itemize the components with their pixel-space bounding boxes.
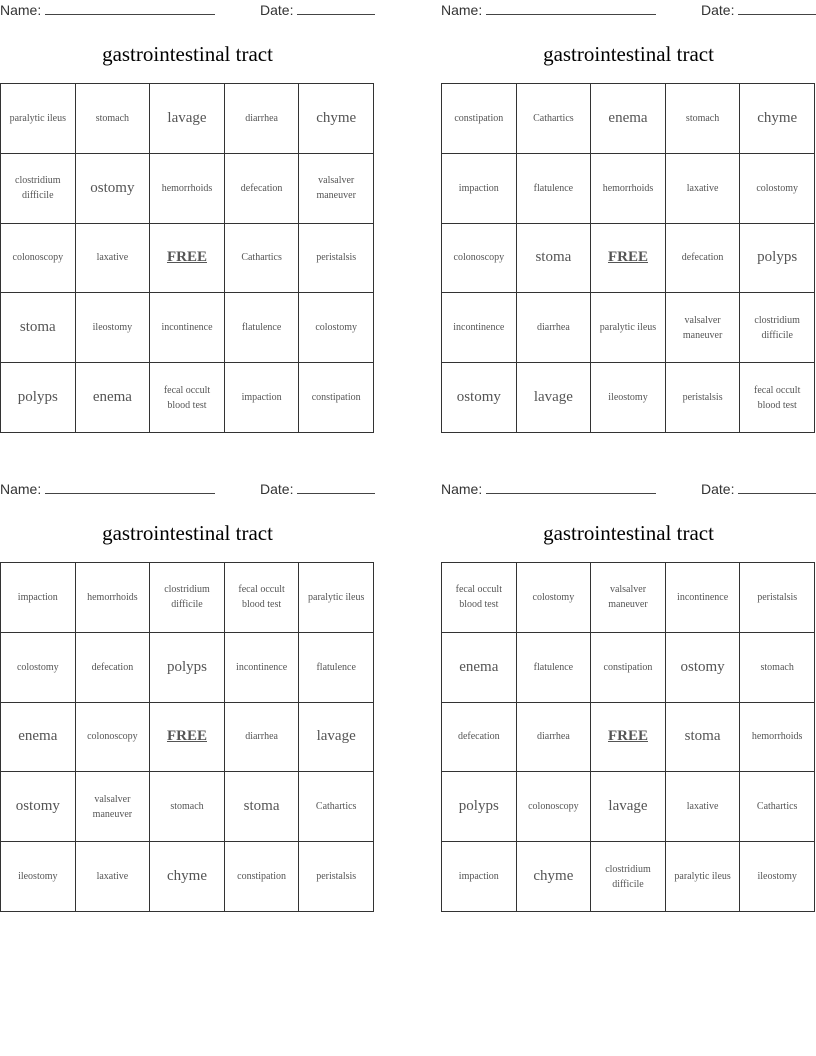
bingo-cell[interactable]: impaction xyxy=(225,363,300,433)
bingo-cell[interactable]: peristalsis xyxy=(666,363,741,433)
free-space[interactable]: FREE xyxy=(150,224,225,294)
bingo-cell[interactable]: Cathartics xyxy=(740,772,815,842)
bingo-cell[interactable]: stomach xyxy=(740,633,815,703)
bingo-cell[interactable]: ileostomy xyxy=(1,842,76,912)
name-label: Name: xyxy=(441,481,483,497)
bingo-cell[interactable]: valsalver maneuver xyxy=(591,563,666,633)
bingo-cell[interactable]: constipation xyxy=(591,633,666,703)
bingo-cell[interactable]: constipation xyxy=(299,363,374,433)
name-field xyxy=(0,2,215,20)
bingo-cell[interactable]: stoma xyxy=(517,224,592,294)
bingo-cell[interactable]: constipation xyxy=(442,84,517,154)
bingo-grid xyxy=(441,83,815,433)
bingo-cell[interactable]: colonoscopy xyxy=(517,772,592,842)
bingo-cell[interactable]: hemorrhoids xyxy=(150,154,225,224)
free-space[interactable]: FREE xyxy=(591,703,666,773)
bingo-cell[interactable]: flatulence xyxy=(517,633,592,703)
bingo-cell[interactable]: impaction xyxy=(1,563,76,633)
bingo-cell[interactable]: incontinence xyxy=(666,563,741,633)
bingo-cell[interactable]: diarrhea xyxy=(225,84,300,154)
bingo-cell[interactable]: fecal occult blood test xyxy=(740,363,815,433)
date-blank-line[interactable] xyxy=(297,481,375,494)
bingo-cell[interactable]: chyme xyxy=(150,842,225,912)
bingo-card xyxy=(441,479,816,919)
bingo-grid xyxy=(0,562,374,912)
bingo-cell[interactable]: laxative xyxy=(76,224,151,294)
bingo-cell[interactable]: diarrhea xyxy=(517,703,592,773)
bingo-cell[interactable]: incontinence xyxy=(442,293,517,363)
date-field xyxy=(701,481,816,499)
bingo-cell[interactable]: ileostomy xyxy=(591,363,666,433)
bingo-cell[interactable]: flatulence xyxy=(225,293,300,363)
card-title: gastrointestinal tract xyxy=(543,521,714,545)
bingo-cell[interactable]: hemorrhoids xyxy=(76,563,151,633)
bingo-cell[interactable]: impaction xyxy=(442,154,517,224)
bingo-cell[interactable]: valsalver maneuver xyxy=(299,154,374,224)
bingo-grid xyxy=(0,83,374,433)
bingo-cell[interactable]: diarrhea xyxy=(517,293,592,363)
bingo-cell[interactable]: polyps xyxy=(442,772,517,842)
bingo-cell[interactable]: colonoscopy xyxy=(76,703,151,773)
bingo-cell[interactable]: enema xyxy=(76,363,151,433)
bingo-cell[interactable]: polyps xyxy=(150,633,225,703)
bingo-cell[interactable]: chyme xyxy=(517,842,592,912)
bingo-cell[interactable]: Cathartics xyxy=(225,224,300,294)
date-field xyxy=(701,2,816,20)
bingo-cell[interactable]: colonoscopy xyxy=(1,224,76,294)
bingo-cell[interactable]: polyps xyxy=(1,363,76,433)
bingo-card xyxy=(441,0,816,440)
bingo-card xyxy=(0,0,375,440)
bingo-cell[interactable]: stoma xyxy=(1,293,76,363)
bingo-cell[interactable]: laxative xyxy=(666,154,741,224)
bingo-cell[interactable]: ostomy xyxy=(666,633,741,703)
bingo-cell[interactable]: clostridium difficile xyxy=(591,842,666,912)
bingo-cell[interactable]: paralytic ileus xyxy=(666,842,741,912)
name-blank-line[interactable] xyxy=(45,481,215,494)
free-space[interactable]: FREE xyxy=(591,224,666,294)
name-label: Name: xyxy=(441,2,483,18)
bingo-cell[interactable]: lavage xyxy=(591,772,666,842)
bingo-cell[interactable]: chyme xyxy=(740,84,815,154)
bingo-cell[interactable]: enema xyxy=(591,84,666,154)
bingo-cell[interactable]: peristalsis xyxy=(299,224,374,294)
bingo-cell[interactable]: ostomy xyxy=(442,363,517,433)
date-label: Date: xyxy=(701,2,735,18)
bingo-cell[interactable]: colostomy xyxy=(740,154,815,224)
bingo-cell[interactable]: flatulence xyxy=(299,633,374,703)
date-blank-line[interactable] xyxy=(297,2,375,15)
bingo-cell[interactable]: colonoscopy xyxy=(442,224,517,294)
bingo-cell[interactable]: paralytic ileus xyxy=(299,563,374,633)
bingo-cell[interactable]: chyme xyxy=(299,84,374,154)
bingo-cell[interactable]: flatulence xyxy=(517,154,592,224)
bingo-cell[interactable]: stoma xyxy=(666,703,741,773)
bingo-cell[interactable]: diarrhea xyxy=(225,703,300,773)
bingo-cell[interactable]: stoma xyxy=(225,772,300,842)
bingo-cell[interactable]: paralytic ileus xyxy=(1,84,76,154)
bingo-cell[interactable]: ileostomy xyxy=(740,842,815,912)
bingo-card xyxy=(0,479,375,919)
bingo-cell[interactable]: stomach xyxy=(666,84,741,154)
bingo-cell[interactable]: laxative xyxy=(666,772,741,842)
bingo-cell[interactable]: fecal occult blood test xyxy=(225,563,300,633)
date-label: Date: xyxy=(260,481,294,497)
bingo-cell[interactable]: fecal occult blood test xyxy=(150,363,225,433)
date-label: Date: xyxy=(260,2,294,18)
date-blank-line[interactable] xyxy=(738,481,816,494)
bingo-cell[interactable]: ostomy xyxy=(76,154,151,224)
bingo-cell[interactable]: stomach xyxy=(150,772,225,842)
date-field xyxy=(260,2,375,20)
bingo-cell[interactable]: paralytic ileus xyxy=(591,293,666,363)
bingo-cell[interactable]: lavage xyxy=(150,84,225,154)
bingo-cell[interactable]: enema xyxy=(442,633,517,703)
date-label: Date: xyxy=(701,481,735,497)
bingo-cell[interactable]: clostridium difficile xyxy=(1,154,76,224)
bingo-cell[interactable]: valsalver maneuver xyxy=(76,772,151,842)
bingo-cell[interactable]: ostomy xyxy=(1,772,76,842)
bingo-cell[interactable]: clostridium difficile xyxy=(740,293,815,363)
name-field xyxy=(0,481,215,499)
date-blank-line[interactable] xyxy=(738,2,816,15)
bingo-cell[interactable]: peristalsis xyxy=(740,563,815,633)
bingo-cell[interactable]: colostomy xyxy=(517,563,592,633)
card-title: gastrointestinal tract xyxy=(543,42,714,66)
bingo-cell[interactable]: valsalver maneuver xyxy=(666,293,741,363)
bingo-cell[interactable]: hemorrhoids xyxy=(591,154,666,224)
bingo-cell[interactable]: constipation xyxy=(225,842,300,912)
bingo-cell[interactable]: hemorrhoids xyxy=(740,703,815,773)
name-label: Name: xyxy=(0,481,42,497)
free-space[interactable]: FREE xyxy=(150,703,225,773)
bingo-cell[interactable]: defecation xyxy=(666,224,741,294)
bingo-cell[interactable]: enema xyxy=(1,703,76,773)
bingo-cell[interactable]: incontinence xyxy=(150,293,225,363)
name-label: Name: xyxy=(0,2,42,18)
bingo-cell[interactable]: colostomy xyxy=(1,633,76,703)
name-blank-line[interactable] xyxy=(486,481,656,494)
card-title: gastrointestinal tract xyxy=(102,521,273,545)
bingo-cell[interactable]: Cathartics xyxy=(517,84,592,154)
bingo-cell[interactable]: lavage xyxy=(299,703,374,773)
bingo-cell[interactable]: clostridium difficile xyxy=(150,563,225,633)
bingo-cell[interactable]: fecal occult blood test xyxy=(442,563,517,633)
bingo-cell[interactable]: peristalsis xyxy=(299,842,374,912)
bingo-cell[interactable]: impaction xyxy=(442,842,517,912)
name-blank-line[interactable] xyxy=(486,2,656,15)
bingo-cell[interactable]: stomach xyxy=(76,84,151,154)
bingo-cell[interactable]: colostomy xyxy=(299,293,374,363)
bingo-cell[interactable]: defecation xyxy=(442,703,517,773)
date-field xyxy=(260,481,375,499)
bingo-cell[interactable]: lavage xyxy=(517,363,592,433)
name-field xyxy=(441,2,656,20)
bingo-cell[interactable]: Cathartics xyxy=(299,772,374,842)
bingo-grid xyxy=(441,562,815,912)
bingo-cell[interactable]: incontinence xyxy=(225,633,300,703)
name-field xyxy=(441,481,656,499)
bingo-cell[interactable]: defecation xyxy=(225,154,300,224)
bingo-cell[interactable]: polyps xyxy=(740,224,815,294)
bingo-cell[interactable]: ileostomy xyxy=(76,293,151,363)
bingo-cell[interactable]: laxative xyxy=(76,842,151,912)
card-title: gastrointestinal tract xyxy=(102,42,273,66)
name-blank-line[interactable] xyxy=(45,2,215,15)
bingo-cell[interactable]: defecation xyxy=(76,633,151,703)
